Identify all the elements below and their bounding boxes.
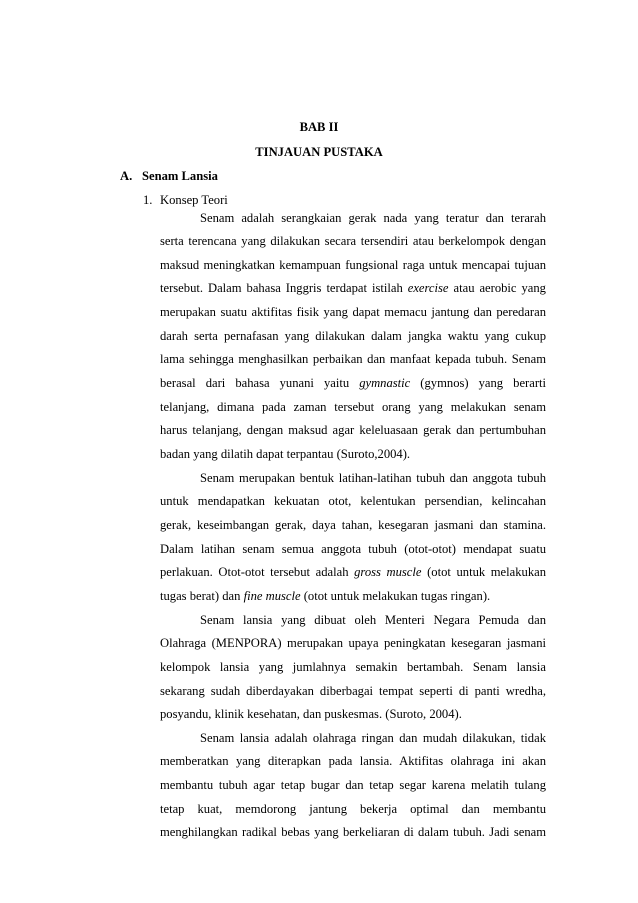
- text-line: [160, 518, 546, 533]
- text-segment: sekarang sudah diberdayakan diberbagai tempat seperti di panti wredha,: [160, 683, 546, 698]
- text-segment: serta terencana yang dilakukan secara tersendiri atau berkelompok dengan: [160, 234, 546, 249]
- text-line: [200, 471, 546, 486]
- text-segment: (gymnos) yang berarti: [410, 376, 547, 391]
- text-line: [160, 802, 546, 817]
- section-title: Senam Lansia: [142, 169, 218, 183]
- text-line: [160, 542, 546, 557]
- text-segment: harus telanjang, dengan maksud agar keleluasaan gerak dan pertumbuhan: [160, 423, 546, 438]
- text-line: [160, 589, 546, 604]
- text-line: [160, 754, 546, 769]
- italic-term: exercise: [407, 281, 449, 296]
- text-segment: perlakuan. Otot-otot tersebut adalah: [160, 565, 355, 580]
- text-line: [160, 234, 546, 249]
- text-segment: tugas berat) dan: [160, 588, 244, 603]
- text-segment: Olahraga (MENPORA) merupakan upaya peningkatan kesegaran jasmani: [160, 636, 546, 651]
- text-line: [160, 281, 546, 296]
- text-line: [160, 258, 546, 273]
- text-line: [160, 352, 546, 367]
- text-segment: memberatkan yang diterapkan pada lansia. Aktifitas olahraga ini akan: [160, 754, 546, 769]
- text-segment: posyandu, klinik kesehatan, dan puskesmas. (Suroto, 2004).: [160, 707, 462, 722]
- text-line: [160, 565, 546, 580]
- text-line: [160, 400, 546, 415]
- text-segment: Senam merupakan bentuk latihan-latihan tubuh dan anggota tubuh: [200, 470, 546, 485]
- text-line: [160, 423, 546, 438]
- text-line: [160, 684, 546, 699]
- text-segment: berasal dari bahasa yunani yaitu: [160, 376, 360, 391]
- text-segment: Senam lansia adalah olahraga ringan dan mudah dilakukan, tidak: [200, 730, 546, 745]
- text-segment: (otot untuk melakukan: [421, 565, 547, 580]
- italic-term: gross muscle: [354, 565, 422, 580]
- text-segment: tetap kuat, memdorong jantung bekerja optimal dan membantu: [160, 801, 546, 816]
- text-line: [160, 778, 546, 793]
- text-line: [160, 376, 546, 391]
- text-segment: merupakan suatu aktifitas fisik yang dapat memacu jantung dan peredaran: [160, 305, 546, 320]
- text-segment: Senam adalah serangkaian gerak nada yang teratur dan terarah: [200, 210, 546, 225]
- text-segment: lama sehingga menghasilkan perbaikan dan manfaat kepada tubuh. Senam: [160, 352, 546, 367]
- text-line: [160, 707, 546, 722]
- text-line: [160, 305, 546, 320]
- text-line: [160, 494, 546, 509]
- text-line: [200, 613, 546, 628]
- text-segment: Dalam latihan senam semua anggota tubuh (otot-otot) mendapat suatu: [160, 541, 546, 556]
- text-line: [200, 211, 546, 226]
- text-segment: tersebut. Dalam bahasa Inggris terdapat istilah: [160, 281, 408, 296]
- text-line: [160, 329, 546, 344]
- text-segment: badan yang dilatih dapat terpantau (Suroto,2004).: [160, 447, 411, 461]
- text-line: [160, 660, 546, 675]
- text-line: [160, 825, 546, 840]
- text-segment: menghilangkan radikal bebas yang berkeliaran di dalam tubuh. Jadi senam: [160, 825, 546, 840]
- text-segment: darah serta pernafasan yang dilakukan dalam jangka waktu yang cukup: [160, 328, 546, 343]
- italic-term: gymnastic: [359, 376, 411, 391]
- chapter-heading: BAB II: [299, 120, 339, 134]
- text-segment: atau aerobic yang: [448, 281, 546, 296]
- text-segment: kelompok lansia yang jumlahnya semakin bertambah. Senam lansia: [160, 659, 546, 674]
- text-line: [160, 447, 546, 462]
- section-label: A.: [120, 169, 133, 183]
- text-segment: Senam lansia yang dibuat oleh Menteri Negara Pemuda dan: [200, 612, 546, 627]
- text-line: [200, 731, 546, 746]
- text-segment: membantu tubuh agar tetap bugar dan tetap segar karena melatih tulang: [160, 778, 546, 793]
- subsection-number: 1.: [143, 193, 153, 207]
- text-segment: gerak, keseimbangan gerak, daya tahan, kesegaran jasmani dan stamina.: [160, 517, 546, 532]
- italic-term: fine muscle: [243, 588, 301, 603]
- text-line: [160, 636, 546, 651]
- text-segment: maksud meningkatkan kemampuan fungsional raga untuk mencapai tujuan: [160, 257, 546, 272]
- subsection-title: Konsep Teori: [160, 193, 228, 207]
- chapter-title: TINJAUAN PUSTAKA: [255, 145, 383, 159]
- text-segment: untuk mendapatkan kekuatan otot, kelentukan persendian, kelincahan: [160, 494, 546, 509]
- text-segment: (otot untuk melakukan tugas ringan).: [300, 588, 491, 603]
- text-segment: telanjang, dimana pada zaman tersebut orang yang melakukan senam: [160, 399, 546, 414]
